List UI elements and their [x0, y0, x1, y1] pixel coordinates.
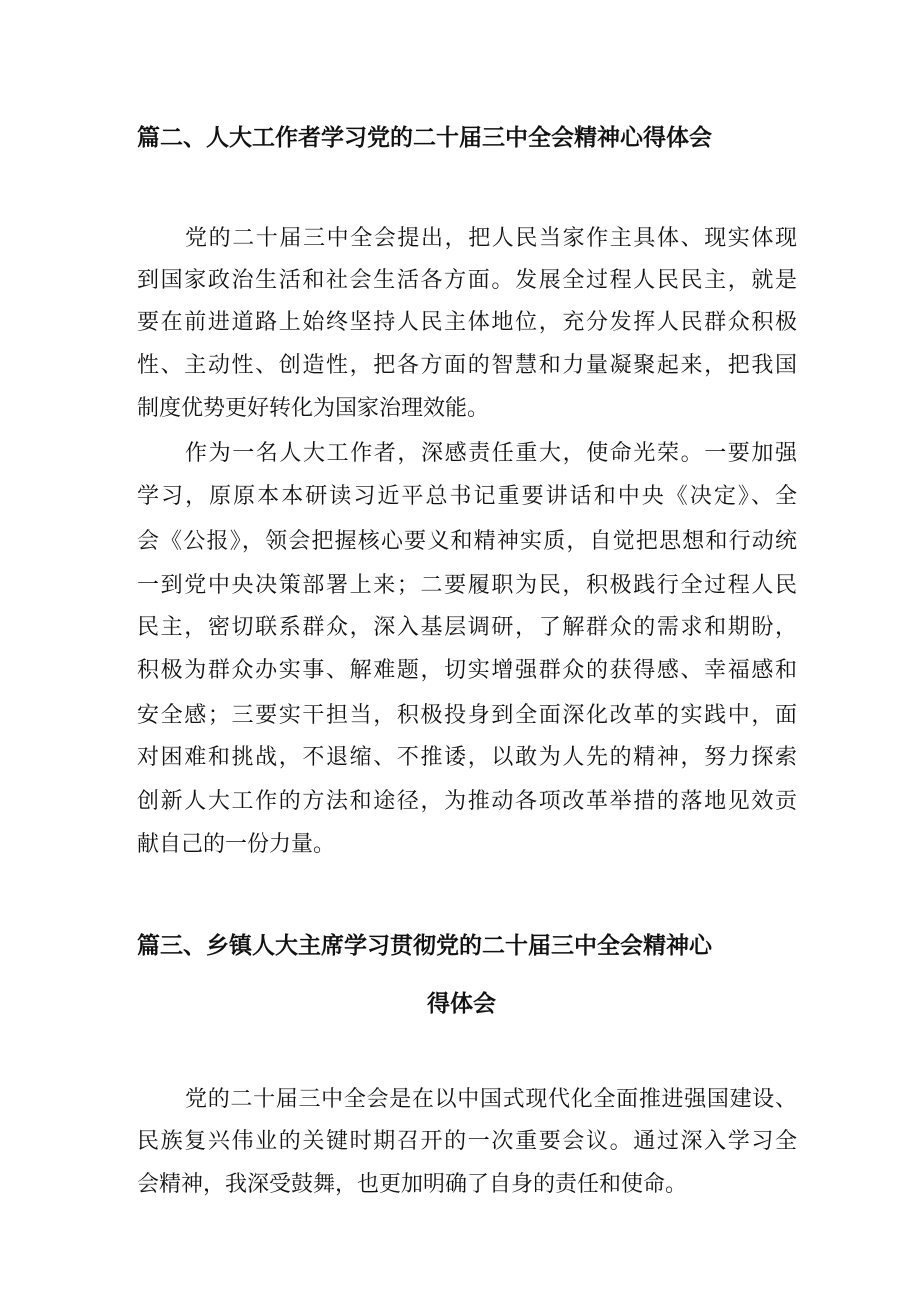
section2-title: 篇二、人大工作者学习党的二十届三中全会精神心得体会	[137, 125, 712, 151]
section2-p2-line: 民主，密切联系群众，深入基层调研，了解群众的需求和期盼，	[137, 615, 797, 640]
section2-p2-line: 作为一名人大工作者，深感责任重大，使命光荣。一要加强	[185, 441, 797, 466]
section2-p2-line: 献自己的一份力量。	[137, 832, 336, 857]
section2-p2-line: 一到党中央决策部署上来；二要履职为民，积极践行全过程人民	[137, 573, 797, 598]
section3-title-line1: 篇三、乡镇人大主席学习贯彻党的二十届三中全会精神心	[137, 933, 712, 959]
section2-p2-line: 安全感；三要实干担当，积极投身到全面深化改革的实践中，面	[137, 703, 797, 728]
section2-p1-line: 制度优势更好转化为国家治理效能。	[137, 396, 490, 421]
section2-p2-line: 学习，原原本本研读习近平总书记重要讲话和中央《决定》、全	[137, 484, 797, 509]
section2-p1-line: 党的二十届三中全会提出，把人民当家作主具体、现实体现	[185, 226, 797, 251]
section3-title-line2: 得体会	[427, 991, 496, 1017]
section2-p2-line: 积极为群众办实事、解难题，切实增强群众的获得感、幸福感和	[137, 658, 797, 683]
section2-p2-line: 会《公报》，领会把握核心要义和精神实质，自觉把思想和行动统	[137, 529, 797, 554]
section3-p1-line: 党的二十届三中全会是在以中国式现代化全面推进强国建设、	[185, 1087, 797, 1112]
section2-p2-line: 对困难和挑战，不退缩、不推诿，以敢为人先的精神，努力探索	[137, 745, 797, 770]
section2-p1-line: 性、主动性、创造性，把各方面的智慧和力量凝聚起来，把我国	[137, 353, 797, 378]
section3-p1-line: 民族复兴伟业的关键时期召开的一次重要会议。通过深入学习全	[137, 1129, 797, 1154]
section2-p1-line: 要在前进道路上始终坚持人民主体地位，充分发挥人民群众积极	[137, 310, 797, 335]
section3-p1-line: 会精神，我深受鼓舞，也更加明确了自身的责任和使命。	[137, 1172, 688, 1197]
section2-p2-line: 创新人大工作的方法和途径，为推动各项改革举措的落地见效贡	[137, 789, 797, 814]
section2-p1-line: 到国家政治生活和社会生活各方面。发展全过程人民民主，就是	[137, 268, 797, 293]
